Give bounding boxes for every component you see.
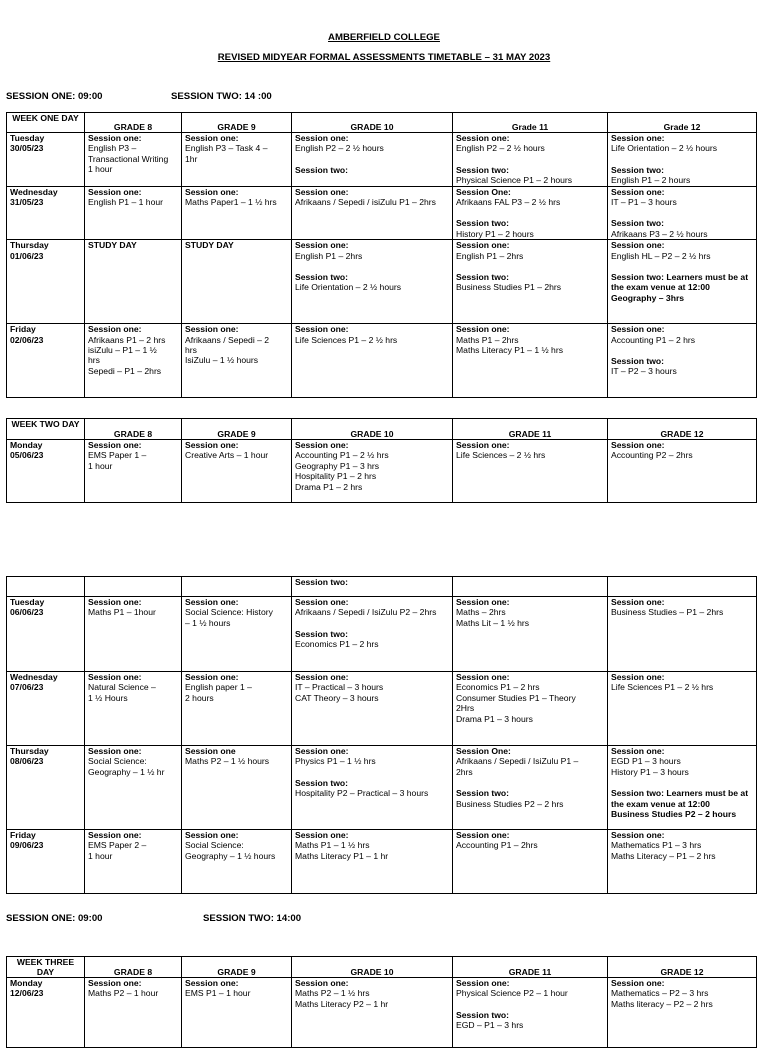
session-label: Session one: — [611, 746, 665, 756]
session-label: Session one: — [611, 672, 665, 682]
exam-cell-g10 — [292, 186, 453, 240]
exam-cell-g10 — [292, 672, 453, 746]
session-label: Session one: — [295, 978, 349, 988]
session-label: Session one: — [88, 186, 142, 197]
session-label: Session one: — [456, 133, 510, 143]
session-label: Session two: — [295, 164, 349, 175]
session-label: Session one: — [611, 240, 665, 251]
session-label: Session One: — [456, 186, 511, 197]
exam-entry: Afrikaans / Sepedi / IsiZulu P2 – 2hrs — [295, 607, 437, 618]
session-label: Session one: — [456, 597, 510, 607]
session-label: Session two: — [456, 272, 510, 283]
spacer — [295, 618, 449, 629]
header-grade: Grade 12 — [608, 113, 757, 133]
exam-cell-g11 — [453, 597, 608, 672]
session-label: Session one: — [295, 324, 349, 335]
exam-cell-g10 — [292, 830, 453, 894]
exam-entry: English P2 – 2 ½ hours — [456, 143, 545, 154]
header-day: WEEK ONE DAY — [7, 113, 85, 133]
header-grade: GRADE 9 — [182, 113, 292, 133]
spacer — [456, 999, 604, 1010]
session-one-time: SESSION ONE: 09:00 — [6, 91, 103, 102]
exam-entry: Sepedi – P1 – 2hrs — [88, 365, 162, 376]
session-label: Session two: — [456, 1009, 510, 1020]
exam-entry: Accounting P1 – 2hrs — [456, 840, 538, 851]
exam-entry: hrs — [185, 345, 197, 356]
exam-cell-g11 — [453, 830, 608, 894]
exam-cell-g12 — [608, 240, 757, 324]
spacer — [456, 261, 604, 272]
spacer — [456, 777, 604, 788]
exam-entry: Maths P1 – 1hour — [88, 607, 156, 618]
session-label: Session one: — [88, 133, 142, 143]
exam-entry: Maths Lit – 1 ½ hrs — [456, 617, 530, 628]
exam-entry: Social Science: — [185, 840, 244, 851]
exam-cell-g10 — [292, 978, 453, 1048]
spacer — [611, 207, 753, 218]
exam-entry: IT – Practical – 3 hours — [295, 682, 384, 693]
session-label: Session one: — [295, 186, 349, 197]
exam-cell-g11 — [453, 240, 608, 324]
session-label: Session two: Learners must be at the exam venue at 12:00 — [611, 272, 749, 293]
exam-entry: Life Orientation – 2 ½ hours — [611, 143, 718, 154]
session-two-time: SESSION TWO: 14 :00 — [171, 91, 272, 102]
exam-entry: IT – P2 – 3 hours — [611, 366, 677, 377]
session-label: Session one: — [185, 672, 239, 682]
exam-entry: History P1 – 2 hours — [456, 228, 534, 239]
exam-entry: Maths P2 – 1 ½ hours — [185, 756, 270, 767]
exam-cell-g9 — [182, 324, 292, 398]
session-label: Session two: — [295, 272, 349, 283]
exam-entry: Geography P1 – 3 hrs — [295, 460, 380, 471]
header-grade: GRADE 10 — [292, 113, 453, 133]
exam-entry: Creative Arts – 1 hour — [185, 450, 269, 461]
exam-cell-g8 — [85, 133, 182, 187]
exam-cell-g12 — [608, 746, 757, 830]
day-cell — [7, 186, 85, 240]
exam-cell-g9 — [182, 597, 292, 672]
day-cell — [7, 240, 85, 324]
exam-entry: hrs — [88, 355, 100, 366]
session-label: Session one: — [456, 440, 510, 450]
session-label: Session two: — [611, 356, 665, 367]
exam-cell-g10 — [292, 440, 453, 503]
exam-cell-g9 — [182, 186, 292, 240]
day-name: Monday — [10, 440, 43, 450]
college-name: AMBERFIELD COLLEGE — [328, 32, 440, 43]
exam-cell-g12 — [608, 978, 757, 1048]
exam-entry: Social Science: — [88, 756, 147, 767]
session-label: Session one: — [295, 830, 349, 840]
day-date: 09/06/23 — [10, 840, 44, 851]
day-name: Wednesday — [10, 672, 58, 682]
session-label: Session two: — [456, 218, 510, 229]
exam-cell-g8 — [85, 324, 182, 398]
empty-cell — [85, 577, 182, 597]
session-label: Session one: — [456, 978, 510, 988]
exam-cell-g8 — [85, 672, 182, 746]
exam-entry: English P1 – 2hrs — [295, 250, 363, 261]
exam-entry: isiZulu – P1 – 1 ½ — [88, 345, 157, 356]
exam-entry: Life Sciences P1 – 2 ½ hrs — [295, 334, 398, 345]
empty-cell — [453, 577, 608, 597]
session-label: Session one: — [185, 186, 239, 197]
exam-entry: Hospitality P2 – Practical – 3 hours — [295, 788, 429, 799]
exam-cell-g12 — [608, 133, 757, 187]
exam-entry: EMS Paper 1 – — [88, 450, 147, 461]
day-date: 05/06/23 — [10, 450, 44, 461]
exam-entry: 2 hours — [185, 692, 214, 703]
exam-cell-g11 — [453, 440, 608, 503]
exam-entry: EMS P1 – 1 hour — [185, 988, 251, 999]
spacer — [611, 345, 753, 356]
header-grade: GRADE 10 — [292, 957, 453, 978]
exam-entry: Social Science: History — [185, 607, 273, 618]
session-label: Session one: — [611, 440, 665, 450]
exam-cell-g8 — [85, 830, 182, 894]
header-grade: GRADE 10 — [292, 419, 453, 440]
exam-entry: Natural Science – — [88, 682, 156, 693]
empty-cell — [608, 577, 757, 597]
session-label: Session one: — [88, 440, 142, 450]
exam-entry: Maths P1 – 2hrs — [456, 334, 519, 345]
exam-entry: 1hr — [185, 153, 198, 164]
exam-cell-g9 — [182, 440, 292, 503]
day-date: 30/05/23 — [10, 143, 44, 154]
session-label: Session two: Learners must be at the exam venue at 12:00 — [611, 788, 749, 809]
exam-entry: Maths Literacy P1 – 1 hr — [295, 850, 389, 861]
session-label: Session two: — [295, 777, 349, 788]
exam-cell-g11 — [453, 672, 608, 746]
exam-entry: Physical Science P1 – 2 hours — [456, 175, 573, 186]
session-label: Session one: — [456, 830, 510, 840]
exam-cell-g9 — [182, 240, 292, 324]
exam-entry: English paper 1 – — [185, 682, 252, 693]
day-date: 12/06/23 — [10, 988, 44, 999]
exam-entry: English P1 – 2 hours — [611, 175, 691, 186]
exam-entry: Maths literacy – P2 – 2 hrs — [611, 998, 713, 1009]
exam-entry: English P3 – — [88, 143, 137, 154]
day-name: Tuesday — [10, 133, 45, 143]
session-label: Session one: — [611, 830, 665, 840]
header-grade: GRADE 11 — [453, 419, 608, 440]
exam-entry: Physical Science P2 – 1 hour — [456, 988, 568, 999]
session-label: STUDY DAY — [185, 240, 234, 251]
exam-entry: English P3 – Task 4 – — [185, 143, 268, 154]
session-label: Session two: — [456, 164, 510, 175]
timetable-title: REVISED MIDYEAR FORMAL ASSESSMENTS TIMETABLE – 31 MAY 2023 — [217, 52, 551, 63]
day-name: Thursday — [10, 240, 49, 251]
exam-entry: Economics P1 – 2 hrs — [456, 682, 540, 693]
session-one-time-2: SESSION ONE: 09:00 — [6, 913, 103, 924]
header-grade: GRADE 9 — [182, 957, 292, 978]
exam-entry: Accounting P2 – 2hrs — [611, 450, 693, 461]
exam-entry: Mathematics – P2 – 3 hrs — [611, 988, 709, 999]
day-name: Friday — [10, 830, 36, 840]
exam-cell-g10 — [292, 746, 453, 830]
day-name: Tuesday — [10, 597, 45, 607]
exam-cell-g10 — [292, 133, 453, 187]
session-label: Session one: — [88, 324, 142, 335]
exam-cell-g9 — [182, 746, 292, 830]
exam-entry: Afrikaans P1 – 2 hrs — [88, 334, 166, 345]
exam-entry: 1 hour — [88, 850, 113, 861]
exam-entry: Business Studies – P1 – 2hrs — [611, 607, 724, 618]
exam-entry: Geography – 1 ½ hr — [88, 766, 165, 777]
exam-entry: Geography – 1 ½ hours — [185, 850, 276, 861]
header-grade: GRADE 9 — [182, 419, 292, 440]
session-label: STUDY DAY — [88, 240, 137, 251]
exam-cell-g9 — [182, 133, 292, 187]
exam-entry: 1 hour — [88, 460, 113, 471]
exam-entry: Physics P1 – 1 ½ hrs — [295, 756, 376, 767]
day-date: 07/06/23 — [10, 682, 44, 693]
session-label: Session one: — [295, 672, 349, 682]
exam-entry: Maths Literacy P2 – 1 hr — [295, 998, 389, 1009]
exam-cell-g11 — [453, 746, 608, 830]
session-label: Session one: — [611, 597, 665, 607]
exam-entry: Maths P1 – 1 ½ hrs — [295, 840, 370, 851]
exam-entry: Afrikaans P3 – 2 ½ hours — [611, 228, 708, 239]
header-grade: GRADE 12 — [608, 957, 757, 978]
session-label: Session one: — [88, 978, 142, 988]
day-date: 08/06/23 — [10, 756, 44, 767]
header-grade: GRADE 12 — [608, 419, 757, 440]
day-cell — [7, 133, 85, 187]
spacer — [611, 261, 753, 272]
exam-entry: Maths P2 – 1 hour — [88, 988, 159, 999]
empty-cell — [182, 577, 292, 597]
exam-entry: Afrikaans / Sepedi / isiZulu P1 – 2hrs — [295, 197, 436, 208]
session-label: Session two: — [456, 788, 510, 799]
session-label: Session one: — [295, 746, 349, 756]
session-label: Session one: — [185, 324, 239, 335]
empty-cell — [7, 577, 85, 597]
exam-entry: IT – P1 – 3 hours — [611, 197, 677, 208]
exam-cell-g11 — [453, 186, 608, 240]
spacer — [295, 261, 449, 272]
exam-entry: CAT Theory – 3 hours — [295, 692, 379, 703]
exam-entry: Maths P2 – 1 ½ hrs — [295, 988, 370, 999]
exam-entry: IsiZulu – 1 ½ hours — [185, 355, 259, 366]
session-label: Session two: — [295, 628, 349, 639]
exam-cell-g8 — [85, 240, 182, 324]
exam-entry: EMS Paper 2 – — [88, 840, 147, 851]
session-label: Session one: — [295, 133, 349, 143]
session-label: Session One: — [456, 746, 511, 756]
exam-cell-g12 — [608, 830, 757, 894]
exam-cell-g8 — [85, 597, 182, 672]
exam-entry: Maths Literacy – P1 – 2 hrs — [611, 850, 716, 861]
exam-cell-g9 — [182, 672, 292, 746]
exam-entry: Maths Paper1 – 1 ½ hrs — [185, 197, 277, 208]
exam-entry: 1 hour — [88, 164, 113, 175]
exam-entry: Afrikaans / Sepedi – 2 — [185, 334, 270, 345]
session-label: Session one: — [185, 978, 239, 988]
week-three-table — [6, 956, 757, 1048]
spacer — [456, 154, 604, 165]
exam-entry: Afrikaans FAL P3 – 2 ½ hrs — [456, 197, 561, 208]
exam-cell-g8 — [85, 440, 182, 503]
exam-entry: Accounting P1 – 2 ½ hrs — [295, 450, 389, 461]
header-grade: GRADE 8 — [85, 419, 182, 440]
exam-cell-g12 — [608, 324, 757, 398]
session-label: Session one: — [88, 672, 142, 682]
session-label: Session one — [185, 746, 236, 756]
day-date: 02/06/23 — [10, 334, 44, 345]
header-grade: GRADE 8 — [85, 113, 182, 133]
exam-entry: EGD – P1 – 3 hrs — [456, 1020, 524, 1031]
exam-entry: Afrikaans / Sepedi / IsiZulu P1 – — [456, 756, 579, 767]
session-label: Session two: — [611, 164, 665, 175]
exam-cell-g12 — [608, 672, 757, 746]
day-cell — [7, 830, 85, 894]
exam-entry: Life Sciences P1 – 2 ½ hrs — [611, 682, 714, 693]
session-label: Session one: — [185, 440, 239, 450]
exam-entry: Geography – 3hrs — [611, 292, 685, 303]
exam-entry: Accounting P1 – 2 hrs — [611, 334, 696, 345]
session-label: Session one: — [611, 324, 665, 335]
exam-cell-g9 — [182, 830, 292, 894]
exam-entry: 2Hrs — [456, 703, 475, 714]
day-cell — [7, 978, 85, 1048]
day-date: 31/05/23 — [10, 197, 44, 208]
day-cell — [7, 440, 85, 503]
exam-cell-g11 — [453, 133, 608, 187]
exam-entry: English HL – P2 – 2 ½ hrs — [611, 250, 711, 261]
day-name: Monday — [10, 978, 43, 988]
session-label: Session one: — [295, 597, 349, 607]
exam-entry: Drama P1 – 2 hrs — [295, 481, 363, 492]
spacer — [295, 154, 449, 165]
exam-cell-g12 — [608, 597, 757, 672]
exam-entry: English P1 – 2hrs — [456, 250, 524, 261]
header-day: WEEK TWO DAY — [7, 419, 85, 440]
exam-cell-g9 — [182, 978, 292, 1048]
exam-entry: 1 ½ Hours — [88, 692, 128, 703]
exam-entry: Drama P1 – 3 hours — [456, 713, 533, 724]
session-label: Session one: — [295, 240, 349, 251]
exam-entry: Life Sciences – 2 ½ hrs — [456, 450, 546, 461]
day-date: 01/06/23 — [10, 250, 44, 261]
day-cell — [7, 672, 85, 746]
day-cell — [7, 324, 85, 398]
header-grade: GRADE 8 — [85, 957, 182, 978]
exam-entry: Maths Literacy P1 – 1 ½ hrs — [456, 345, 563, 356]
session-label: Session two: — [611, 218, 665, 229]
session-two-time-2: SESSION TWO: 14:00 — [203, 913, 302, 924]
exam-entry: Transactional Writing — [88, 153, 169, 164]
exam-cell-g12 — [608, 186, 757, 240]
day-cell — [7, 746, 85, 830]
exam-entry: Consumer Studies P1 – Theory — [456, 692, 576, 703]
session-label: Session one: — [185, 597, 239, 607]
session-label: Session one: — [88, 597, 142, 607]
spacer — [611, 777, 753, 788]
exam-entry: Business Studies P2 – 2 hours — [611, 809, 737, 820]
session-label: Session one: — [456, 324, 510, 335]
session-label: Session one: — [88, 830, 142, 840]
day-date: 06/06/23 — [10, 607, 44, 618]
exam-entry: Maths – 2hrs — [456, 607, 506, 618]
exam-entry: Mathematics P1 – 3 hrs — [611, 840, 702, 851]
session-label: Session one: — [611, 978, 665, 988]
session-label: Session one: — [611, 186, 665, 197]
exam-entry: Business Studies P2 – 2 hrs — [456, 798, 564, 809]
exam-entry: EGD P1 – 3 hours — [611, 756, 681, 767]
header-grade: GRADE 11 — [453, 957, 608, 978]
session-label: Session one: — [295, 440, 349, 450]
day-name: Thursday — [10, 746, 49, 756]
spacer — [611, 154, 753, 165]
exam-cell-g11 — [453, 978, 608, 1048]
session-label: Session one: — [611, 133, 665, 143]
spacer — [456, 207, 604, 218]
exam-entry: History P1 – 3 hours — [611, 766, 689, 777]
exam-entry: 2hrs — [456, 766, 473, 777]
header-day: WEEK THREE DAY — [7, 957, 85, 978]
exam-entry: Business Studies P1 – 2hrs — [456, 282, 562, 293]
day-cell — [7, 597, 85, 672]
week-two-table — [6, 418, 757, 503]
session-label: Session one: — [185, 830, 239, 840]
exam-cell-g12 — [608, 440, 757, 503]
session-label: Session one: — [456, 672, 510, 682]
exam-cell-g8 — [85, 186, 182, 240]
exam-cell-g8 — [85, 978, 182, 1048]
exam-cell-g10 — [292, 597, 453, 672]
exam-entry: Life Orientation – 2 ½ hours — [295, 282, 402, 293]
session-label: Session one: — [456, 240, 510, 251]
day-name: Wednesday — [10, 186, 58, 197]
week-two-continued-table — [6, 576, 757, 894]
session-label: Session one: — [185, 133, 239, 143]
exam-cell-g10 — [292, 324, 453, 398]
exam-entry: Hospitality P1 – 2 hrs — [295, 471, 377, 482]
spacer — [295, 767, 449, 778]
exam-cell-g11 — [453, 324, 608, 398]
exam-cell-g10 — [292, 240, 453, 324]
exam-entry: – 1 ½ hours — [185, 617, 231, 628]
exam-cell-g8 — [85, 746, 182, 830]
day-name: Friday — [10, 324, 36, 335]
header-grade: Grade 11 — [453, 113, 608, 133]
session-label: Session one: — [88, 746, 142, 756]
exam-entry: English P2 – 2 ½ hours — [295, 143, 384, 154]
exam-entry: English P1 – 1 hour — [88, 197, 164, 208]
session-two-label: Session two: — [292, 577, 453, 597]
exam-entry: Economics P1 – 2 hrs — [295, 639, 379, 650]
week-one-table — [6, 112, 757, 398]
